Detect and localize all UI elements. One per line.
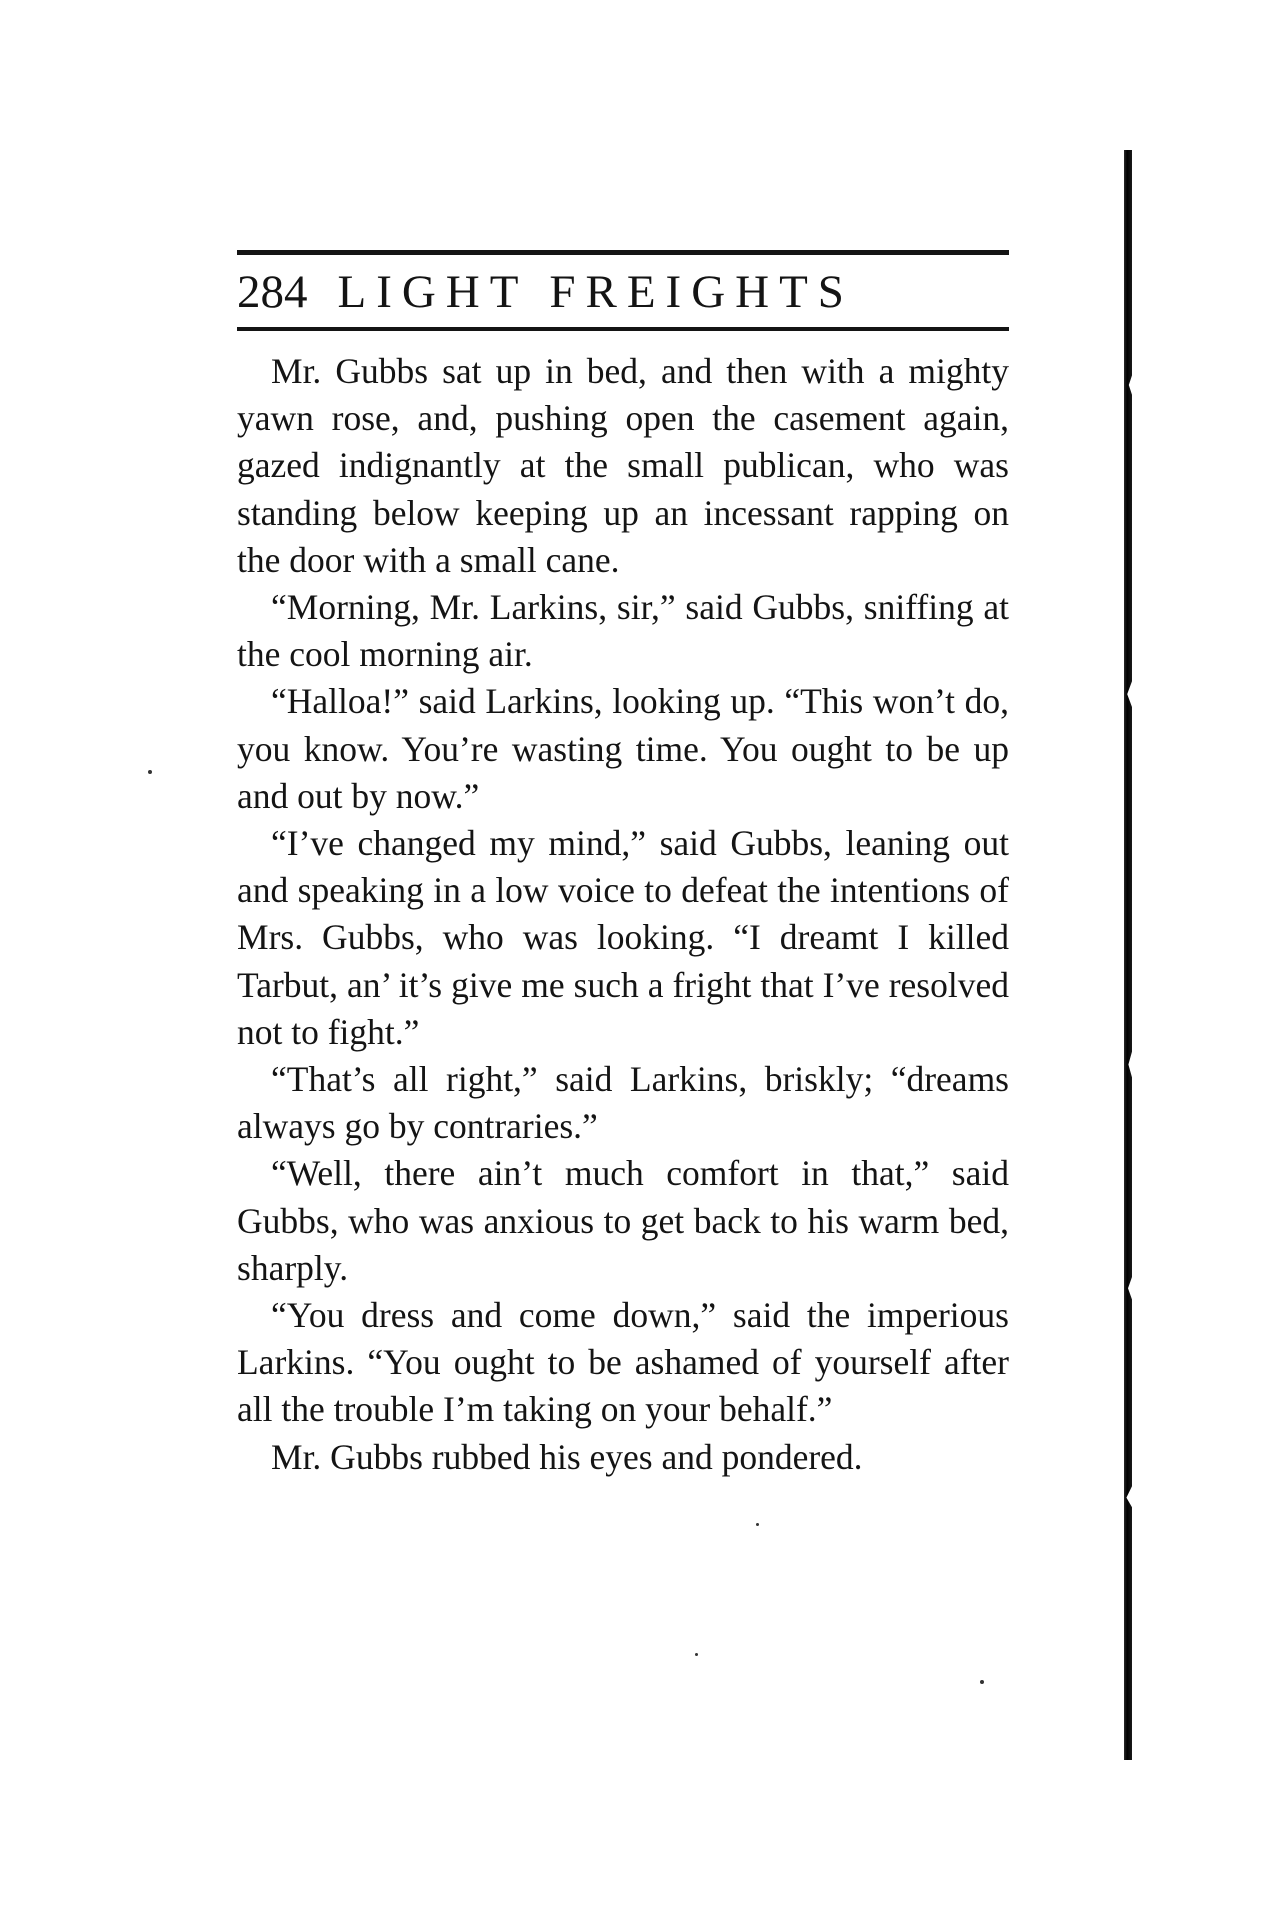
paragraph: “I’ve changed my mind,” said Gubbs, leaning out and speaking in a low voice to defeat the intentions of Mrs. Gubbs, who was looking. “I dreamt I killed Tarbut, an’ it’s give me such a fright that I’ve resolved not to fight.”	[237, 823, 1009, 1052]
paragraph: “Halloa!” said Larkins, looking up. “This won’t do, you know. You’re wasting time. You ought to be up and out by now.”	[237, 681, 1009, 816]
header-rule-bottom	[237, 327, 1009, 331]
header-rule-top	[237, 250, 1009, 255]
scan-speck	[148, 770, 152, 774]
paragraph: “Morning, Mr. Larkins, sir,” said Gubbs, sniffing at the cool morning air.	[237, 587, 1009, 675]
page-number: 284	[237, 266, 308, 318]
scan-speck	[756, 1523, 759, 1526]
scan-speck	[980, 1680, 984, 1684]
page-binding-edge	[1124, 150, 1132, 1760]
paragraph: Mr. Gubbs sat up in bed, and then with a mighty yawn rose, and, pushing open the casement again, gazed indignantly at the small publican, who was standing below keeping up an incessant rapping on the door with a small cane.	[237, 351, 1009, 580]
paragraph: “You dress and come down,” said the imperious Larkins. “You ought to be ashamed of yourself after all the trouble I’m taking on your behalf.”	[237, 1295, 1009, 1430]
paragraph: Mr. Gubbs rubbed his eyes and pondered.	[271, 1436, 863, 1477]
scan-speck	[695, 1653, 698, 1656]
running-head	[237, 262, 1009, 322]
book-title: LIGHT FREIGHTS	[337, 266, 854, 318]
body-text	[237, 348, 1009, 1481]
paragraph: “That’s all right,” said Larkins, briskly; “dreams always go by contraries.”	[237, 1059, 1009, 1147]
paragraph: “Well, there ain’t much comfort in that,” said Gubbs, who was anxious to get back to his warm bed, sharply.	[237, 1153, 1009, 1288]
